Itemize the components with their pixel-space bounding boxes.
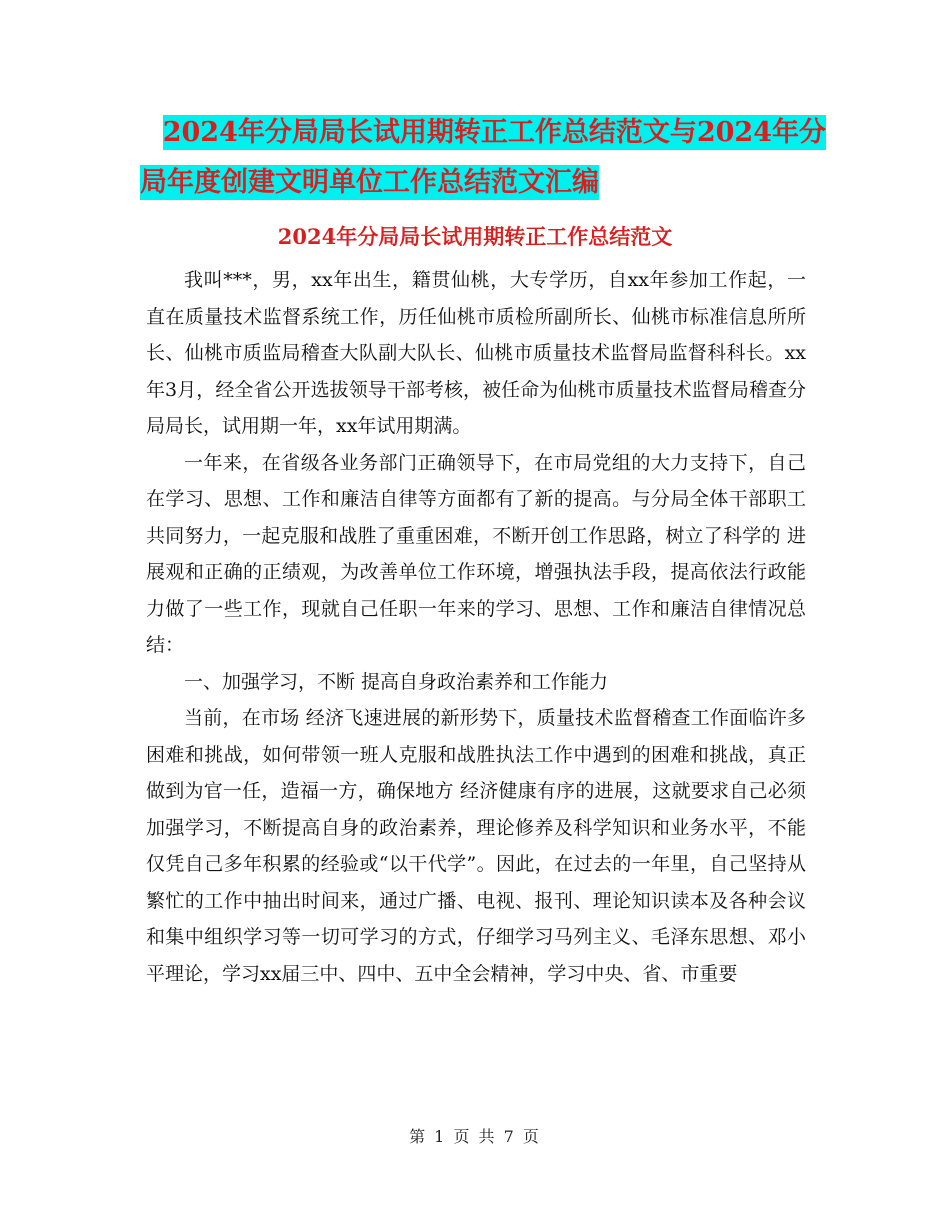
page-footer: 第 1 页 共 7 页 [409,1127,541,1146]
body-text [146,262,806,992]
title-line-2-text: 局年度创建文明单位工作总结范文汇编 [140,167,599,198]
section-title: 2024年分局局长试用期转正工作总结范文 [277,224,673,249]
heading-1: 一、加强学习，不断 提高自身政治素养和工作能力 [184,670,609,693]
document-title [140,108,840,208]
paragraph-1: 我叫***，男，xx年出生，籍贯仙桃，大专学历，自xx年参加工作起，一直在质量技术监督系统工作，历任仙桃市质检所副所长、仙桃市标准信息所所长、仙桃市质监局稽查大队副大队长、仙桃市质量技术监督局监督科科长。xx年3月，经全省公开选拔领导干部考核，被任命为仙桃市质量技术监督局稽查分局局长，试用期一年，xx年试用期满。 [146,269,806,437]
paragraph-2: 一年来，在省级各业务部门正确领导下，在市局党组的大力支持下，自己在学习、思想、工作和廉洁自律等方面都有了新的提高。与分局全体干部职工共同努力，一起克服和战胜了重重困难，不断开创工作思路，树立了科学的 进展观和正确的正绩观，为改善单位工作环境，增强执法手段，提高依法行政能力做了一些工作，现就自己任职一年来的学习、思想、工作和廉洁自律情况总结： [146,451,806,656]
paragraph-3: 当前，在市场 经济飞速进展的新形势下，质量技术监督稽查工作面临许多困难和挑战，如何带领一班人克服和战胜执法工作中遇到的困难和挑战，真正做到为官一任，造福一方，确保地方 经济健康有序的进展，这就要求自己必须加强学习，不断提高自身的政治素养，理论修养及科学知识和业务水平，不能仅凭自己多年积累的经验或“以干代学”。因此，在过去的一年里，自己坚持从繁忙的工作中抽出时间来，通过广播、电视、报刊、理论知识读本及各种会议和集中组织学习等一切可学习的方式，仔细学习马列主义、毛泽东思想、邓小平理论，学习xx届三中、四中、五中全会精神，学习中央、省、市重要 [146,707,806,985]
title-line-1 [140,108,840,158]
title-line-2 [140,158,840,208]
title-line-1-text: 2024年分局局长试用期转正工作总结范文与2024年分 [162,117,826,148]
